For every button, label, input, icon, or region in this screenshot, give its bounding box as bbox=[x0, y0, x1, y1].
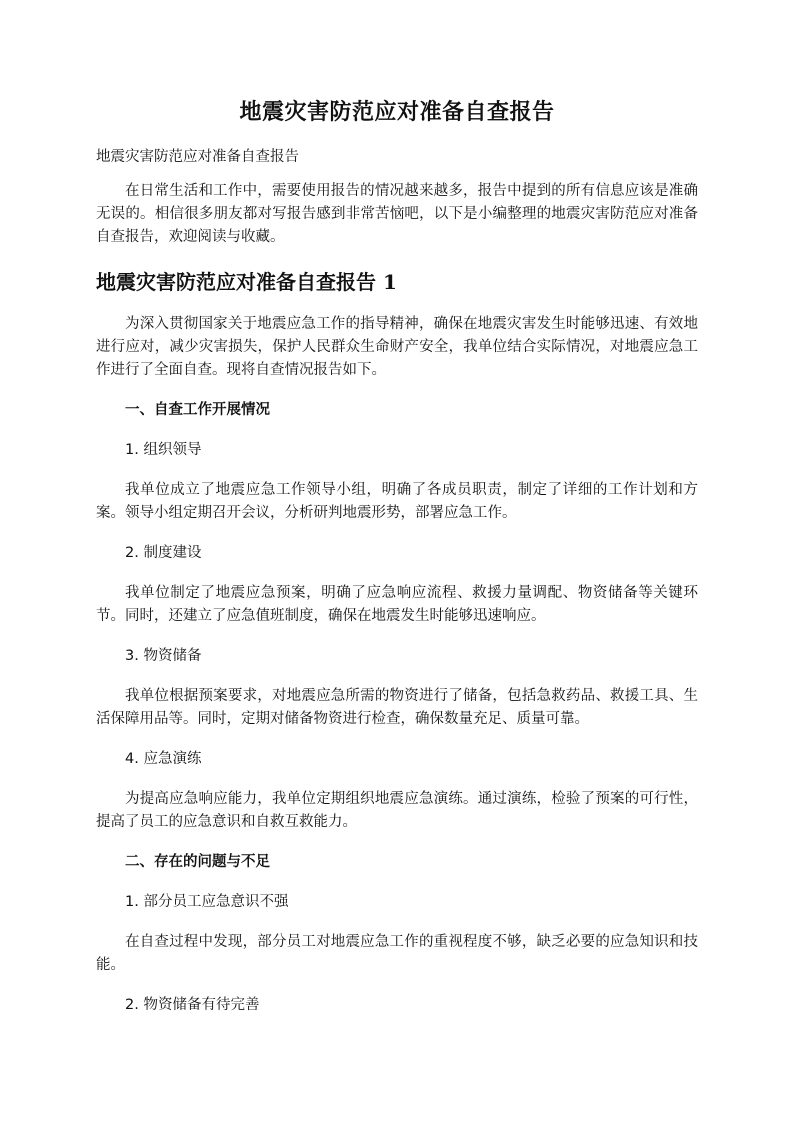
list-item-label: 1. 部分员工应急意识不强 bbox=[125, 894, 289, 910]
list-item-label: 2. 物资储备有待完善 bbox=[125, 997, 260, 1013]
section-intro-paragraph: 为深入贯彻国家关于地震应急工作的指导精神，确保在地震灾害发生时能够迅速、有效地进行应对，减少灾害损失，保护人民群众生命财产安全，我单位结合实际情况，对地震应急工作进行了全面自查。现将自查情况报告如下。 bbox=[96, 316, 698, 378]
list-item-text: 为提高应急响应能力，我单位定期组织地震应急演练。通过演练，检验了预案的可行性，提高了员工的应急意识和自救互救能力。 bbox=[96, 791, 698, 830]
list-item-label: 4. 应急演练 bbox=[125, 751, 202, 767]
document-title: 地震灾害防范应对准备自查报告 bbox=[239, 99, 555, 125]
list-item-label: 1. 组织领导 bbox=[125, 442, 202, 458]
intro-paragraph: 在日常生活和工作中，需要使用报告的情况越来越多，报告中提到的所有信息应该是准确无误的。相信很多朋友都对写报告感到非常苦恼吧，以下是小编整理的地震灾害防范应对准备自查报告，欢迎阅读与收藏。 bbox=[96, 183, 698, 245]
part1-heading: 一、自查工作开展情况 bbox=[125, 402, 270, 418]
list-item-text: 在自查过程中发现，部分员工对地震应急工作的重视程度不够，缺乏必要的应急知识和技能。 bbox=[96, 934, 698, 973]
document-subtitle: 地震灾害防范应对准备自查报告 bbox=[96, 149, 299, 165]
document-body bbox=[96, 180, 698, 1017]
part2-heading: 二、存在的问题与不足 bbox=[125, 854, 270, 870]
list-item-text: 我单位成立了地震应急工作领导小组，明确了各成员职责，制定了详细的工作计划和方案。领导小组定期召开会议，分析研判地震形势，部署应急工作。 bbox=[96, 482, 698, 521]
list-item-text: 我单位根据预案要求，对地震应急所需的物资进行了储备，包括急救药品、救援工具、生活保障用品等。同时，定期对储备物资进行检查，确保数量充足、质量可靠。 bbox=[96, 688, 698, 727]
section-heading: 地震灾害防范应对准备自查报告 1 bbox=[96, 270, 397, 294]
list-item-label: 3. 物资储备 bbox=[125, 648, 202, 664]
list-item-text: 我单位制定了地震应急预案，明确了应急响应流程、救援力量调配、物资储备等关键环节。同时，还建立了应急值班制度，确保在地震发生时能够迅速响应。 bbox=[96, 585, 698, 624]
list-item-label: 2. 制度建设 bbox=[125, 545, 202, 561]
